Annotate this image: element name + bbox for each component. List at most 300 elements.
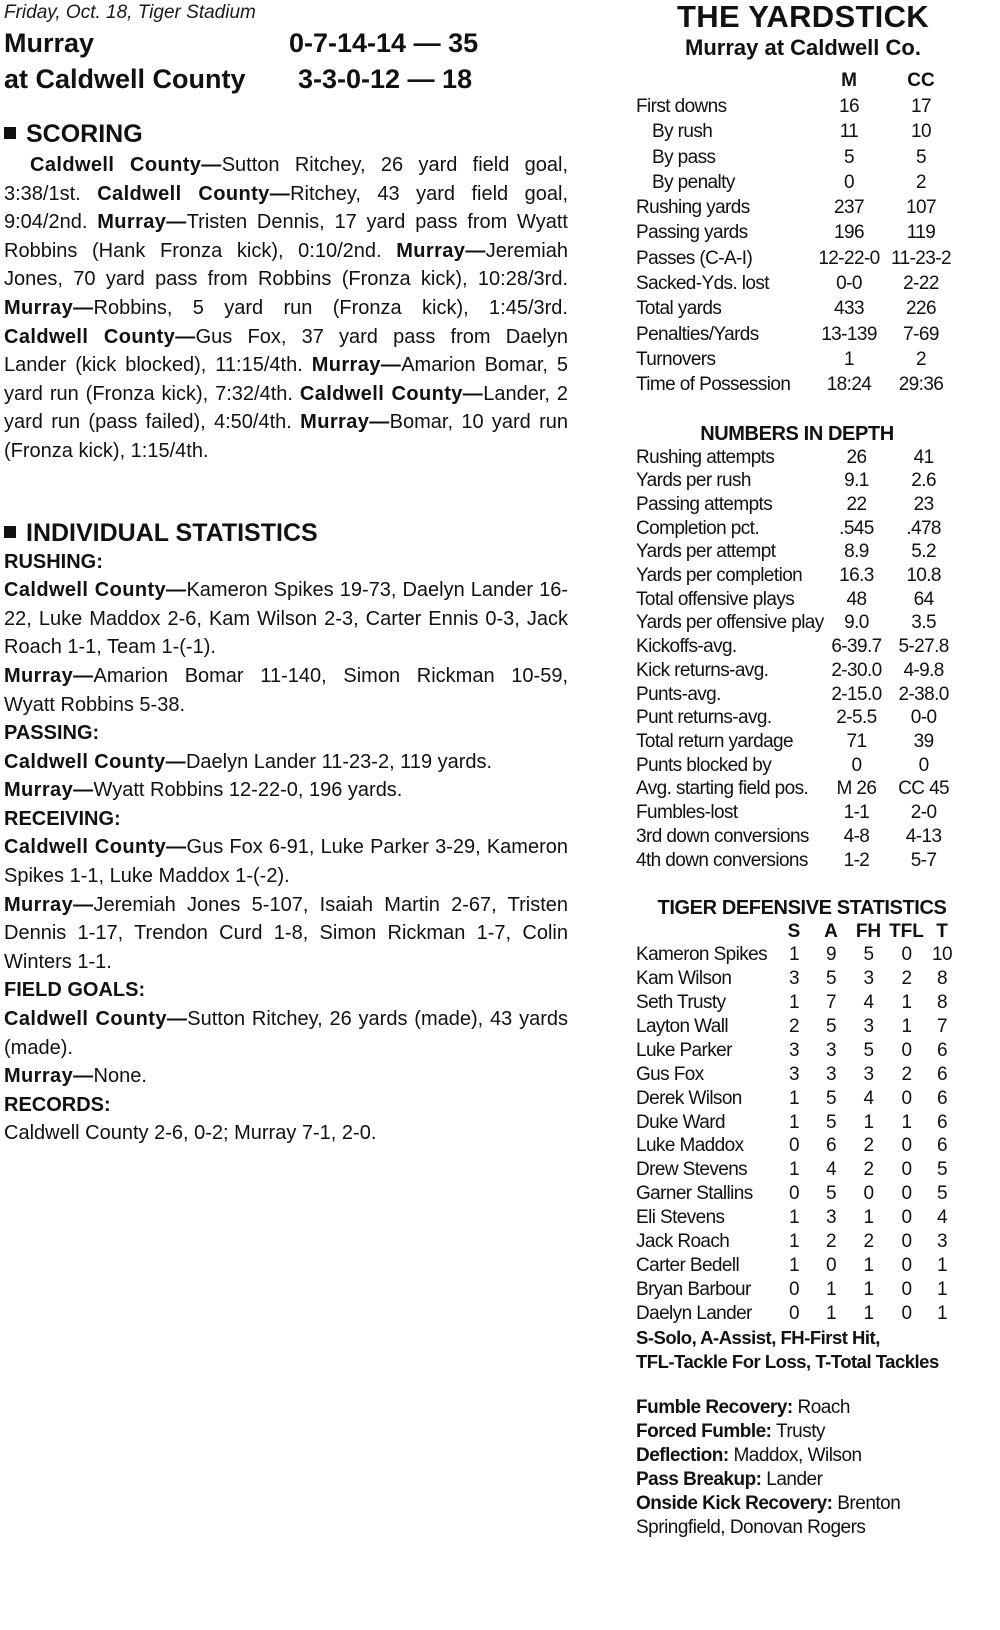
solo-tackles: 1 (789, 1087, 799, 1109)
scoring-play: Sutton Ritchey, 26 yard field goal, 3:38/1st. (4, 154, 569, 205)
scoring-team: Caldwell County— (4, 325, 196, 348)
yardstick-row (636, 94, 958, 119)
assists: 5 (826, 968, 836, 990)
first-hits: 3 (863, 1063, 874, 1085)
murray-value: 22 (846, 493, 867, 515)
note-value: Maddox, Wilson (728, 1444, 862, 1466)
team-label: Caldwell County— (4, 836, 187, 859)
first-hits: 0 (863, 1183, 874, 1205)
yardstick-row (636, 220, 958, 245)
solo-tackles: 3 (789, 1039, 799, 1061)
individual-stats-heading-text: INDIVIDUAL STATISTICS (26, 518, 318, 547)
scoring-play: Gus Fox, 37 yard pass from Daelyn Lander (kick blocked), 11:15/4th. (4, 325, 568, 377)
stat-label: Sacked-Yds. lost (636, 273, 769, 295)
defense-row (636, 943, 958, 967)
depth-row (636, 588, 958, 612)
stat-label: Punts blocked by (636, 754, 772, 776)
tackles-for-loss: 0 (901, 1207, 912, 1229)
depth-row (636, 706, 958, 730)
depth-row (636, 801, 958, 825)
caldwell-value: 41 (913, 446, 934, 468)
note-forced-fumble (636, 1420, 958, 1444)
player-name: Luke Parker (636, 1039, 732, 1061)
stat-label: By penalty (652, 171, 735, 193)
scoring-team: Murray— (4, 296, 94, 319)
tackles-for-loss: 0 (901, 1278, 912, 1300)
player-name: Layton Wall (636, 1015, 728, 1037)
stat-label: 4th down conversions (636, 849, 808, 871)
left-column (4, 0, 568, 1148)
total-tackles: 6 (937, 1063, 947, 1085)
defense-row (636, 1111, 958, 1135)
scoring-team: Murray— (396, 239, 486, 262)
caldwell-value: 2.6 (911, 470, 936, 492)
depth-row (636, 659, 958, 683)
total-tackles: 8 (937, 992, 947, 1014)
yardstick-row (636, 195, 958, 220)
defense-row (636, 1230, 958, 1254)
assists: 2 (826, 1231, 836, 1253)
solo-tackles: 0 (789, 1183, 799, 1205)
first-hits: 2 (863, 1159, 874, 1181)
murray-value: 48 (846, 588, 867, 610)
depth-row (636, 777, 958, 801)
murray-value: 2-30.0 (831, 659, 882, 681)
total-tackles: 6 (937, 1039, 947, 1061)
solo-tackles: 1 (789, 992, 799, 1014)
yardstick-row (636, 296, 958, 321)
defense-legend (636, 1326, 958, 1374)
player-name: Carter Bedell (636, 1255, 740, 1276)
assists: 5 (826, 1111, 836, 1133)
note-value: Brenton Springfield, Donovan Rogers (636, 1492, 901, 1538)
stat-label: Yards per offensive play (636, 612, 824, 634)
stat-label: First downs (636, 96, 727, 117)
team-label: Caldwell County— (4, 1008, 188, 1031)
solo-tackles: 3 (789, 968, 799, 990)
receiving-murray (4, 891, 568, 977)
assists: 7 (826, 992, 836, 1014)
defense-row (636, 1134, 958, 1158)
passing-murray (4, 776, 568, 805)
caldwell-value: 5.2 (911, 541, 936, 563)
defense-row (636, 991, 958, 1015)
total-tackles: 1 (937, 1302, 947, 1324)
tackles-for-loss: 0 (901, 1302, 912, 1324)
player-name: Eli Stevens (636, 1207, 725, 1229)
stat-label: Passing yards (636, 222, 748, 244)
stat-label: 3rd down conversions (636, 825, 809, 847)
rushing-label: RUSHING: (4, 550, 103, 573)
tackles-for-loss: 2 (901, 968, 912, 990)
note-value: Roach (792, 1396, 850, 1418)
assists: 3 (826, 1207, 836, 1229)
note-value: Trusty (771, 1420, 826, 1442)
total-tackles: 10 (932, 944, 952, 966)
murray-value: 11 (839, 121, 859, 143)
solo-tackles: 2 (789, 1015, 799, 1037)
field-goals-murray (4, 1062, 568, 1091)
defense-header-row (636, 920, 958, 943)
stat-label: Rushing attempts (636, 446, 775, 468)
murray-value: 1 (844, 348, 854, 370)
assists: 3 (826, 1063, 836, 1085)
quarter-scores: 0-7-14-14 — 35 (289, 28, 479, 58)
caldwell-value: 5-27.8 (898, 636, 949, 658)
caldwell-value: 2-22 (903, 273, 939, 295)
murray-value: 13-139 (821, 323, 877, 345)
total-tackles: 6 (937, 1087, 947, 1109)
player-name: Luke Maddox (636, 1135, 744, 1157)
rushing-caldwell (4, 576, 568, 662)
tackles-for-loss: 0 (901, 1231, 912, 1253)
total-tackles: 1 (937, 1278, 947, 1300)
solo-tackles: 0 (789, 1135, 799, 1157)
murray-value: 4-8 (843, 825, 870, 847)
tackles-for-loss: 2 (901, 1063, 912, 1085)
defense-row (636, 1278, 958, 1302)
scoring-heading-text: SCORING (26, 120, 143, 148)
defensive-stats-heading: TIGER DEFENSIVE STATISTICS (657, 897, 947, 920)
scoring-team: Murray— (311, 354, 402, 377)
defense-row (636, 1206, 958, 1230)
depth-row (636, 730, 958, 754)
stat-label: Turnovers (636, 348, 716, 370)
assists: 5 (826, 1015, 836, 1037)
player-name: Garner Stallins (636, 1183, 753, 1205)
team-label: Murray— (4, 1065, 94, 1088)
caldwell-value: .478 (906, 517, 941, 539)
blank-header (636, 920, 776, 943)
caldwell-value: 64 (913, 588, 934, 610)
tackles-for-loss: 0 (901, 1183, 912, 1205)
caldwell-value: 0 (918, 754, 929, 776)
caldwell-value: 2-0 (910, 802, 937, 824)
team-label: Murray— (4, 893, 94, 916)
receiving-label: RECEIVING: (4, 807, 121, 830)
caldwell-value: 5-7 (910, 849, 937, 871)
tackles-for-loss: 1 (901, 992, 912, 1014)
total-tackles: 8 (937, 968, 947, 990)
murray-value: 196 (834, 222, 864, 244)
tackles-for-loss: 1 (901, 1111, 912, 1133)
scoring-play: Lander, 2 yard run (pass failed), 4:50/4th. (4, 382, 568, 434)
tackles-for-loss: 0 (901, 1135, 912, 1157)
first-hits: 1 (863, 1255, 874, 1276)
tackles-for-loss: 0 (901, 1255, 912, 1276)
depth-row (636, 540, 958, 564)
caldwell-value: 226 (906, 298, 936, 320)
yardstick-subtitle: Murray at Caldwell Co. (685, 35, 921, 60)
first-hits: 4 (863, 1087, 874, 1109)
legend-line: S-Solo, A-Assist, FH-First Hit, (636, 1326, 880, 1348)
caldwell-value: 23 (913, 493, 934, 515)
player-name: Duke Ward (636, 1111, 725, 1133)
team-label: Murray— (4, 664, 94, 687)
team-label: Murray— (4, 779, 94, 802)
scoring-team: Caldwell County— (299, 382, 484, 405)
defensive-stats-table (636, 920, 958, 1326)
column-header-fh: FH (855, 921, 882, 943)
field-goals-caldwell (4, 1005, 568, 1062)
stat-label: Total yards (636, 298, 722, 320)
player-name: Gus Fox (636, 1063, 704, 1085)
team-name: at Caldwell County (4, 64, 246, 94)
stat-label: Kickoffs-avg. (636, 636, 737, 658)
scoring-summary (4, 151, 568, 466)
stat-label: Punt returns-avg. (636, 707, 772, 729)
assists: 1 (826, 1278, 836, 1300)
caldwell-value: 5 (916, 146, 926, 168)
first-hits: 1 (863, 1302, 874, 1324)
stat-label: Completion pct. (636, 517, 760, 539)
defense-row (636, 1158, 958, 1182)
total-tackles: 5 (937, 1183, 947, 1205)
yardstick-row (636, 145, 958, 170)
caldwell-value: 2 (916, 348, 926, 370)
defense-row (636, 967, 958, 991)
records-label: RECORDS: (4, 1093, 111, 1116)
murray-value: 1-1 (843, 802, 870, 824)
first-hits: 1 (863, 1207, 874, 1229)
player-name: Kam Wilson (636, 968, 732, 990)
note-onside-kick-recovery (636, 1492, 906, 1540)
stat-label: Total return yardage (636, 731, 793, 752)
stat-text: Kameron Spikes 19-73, Daelyn Lander 16-22, Luke Maddox 2-6, Kam Wilson 2-3, Carter Ennis 0-3, Jack Roach 1-1, Team 1-(-1). (4, 579, 568, 659)
player-name: Seth Trusty (636, 992, 726, 1014)
first-hits: 5 (863, 944, 874, 966)
team-label: Caldwell County— (4, 579, 187, 602)
murray-value: 8.9 (844, 541, 869, 563)
total-tackles: 1 (937, 1255, 947, 1276)
stat-label: Yards per rush (636, 470, 751, 492)
passing-label: PASSING: (4, 722, 100, 745)
player-name: Kameron Spikes (636, 944, 768, 966)
murray-value: 9.1 (844, 470, 869, 492)
score-row-murray (4, 25, 568, 61)
yardstick-row (636, 271, 958, 296)
yardstick-row (636, 119, 958, 144)
first-hits: 3 (863, 1015, 874, 1037)
caldwell-value: 4-13 (905, 825, 942, 847)
depth-row (636, 517, 958, 541)
defense-row (636, 1302, 958, 1326)
records-text: Caldwell County 2-6, 0-2; Murray 7-1, 2-0. (4, 1122, 377, 1145)
first-hits: 2 (863, 1231, 874, 1253)
stat-label: Penalties/Yards (636, 323, 759, 345)
murray-value: 1-2 (843, 849, 870, 871)
yardstick-title: THE YARDSTICK (677, 0, 929, 34)
column-header-cc: CC (907, 70, 935, 91)
individual-stats-heading (4, 518, 568, 548)
caldwell-value: 0-0 (910, 707, 937, 729)
legend-line: TFL-Tackle For Loss, T-Total Tackles (636, 1350, 939, 1372)
quarter-scores: 3-3-0-12 — 18 (298, 64, 473, 94)
stat-text: None. (93, 1065, 147, 1088)
scoring-play: Bomar, 10 yard run (Fronza kick), 1:15/4th. (4, 411, 569, 462)
depth-row (636, 469, 958, 493)
assists: 1 (826, 1302, 836, 1324)
tackles-for-loss: 0 (901, 1039, 912, 1061)
note-label: Deflection: (636, 1444, 729, 1466)
scoring-team: Murray— (97, 211, 187, 234)
blank-header (636, 68, 814, 94)
numbers-in-depth-table (636, 446, 958, 873)
note-value: Lander (761, 1468, 823, 1490)
stat-label: By rush (652, 121, 713, 143)
depth-row (636, 754, 958, 778)
player-name: Derek Wilson (636, 1087, 742, 1109)
murray-value: 237 (834, 197, 864, 219)
scoring-team: Caldwell County— (30, 154, 222, 176)
assists: 6 (826, 1135, 836, 1157)
scoring-heading (4, 119, 568, 149)
note-fumble-recovery (636, 1396, 958, 1420)
solo-tackles: 1 (789, 1255, 799, 1276)
depth-row (636, 493, 958, 517)
caldwell-value: 4-9.8 (903, 659, 944, 681)
murray-value: 2-15.0 (831, 683, 882, 705)
team-name: Murray (4, 28, 95, 58)
column-header-s: S (787, 921, 801, 943)
depth-row (636, 446, 958, 470)
first-hits: 2 (863, 1135, 874, 1157)
solo-tackles: 0 (789, 1302, 799, 1324)
murray-value: 16.3 (839, 565, 874, 587)
caldwell-value: 3.5 (911, 612, 936, 634)
stat-label: Punts-avg. (636, 683, 721, 705)
murray-value: 26 (846, 446, 867, 468)
depth-row (636, 825, 958, 849)
total-tackles: 5 (937, 1159, 947, 1181)
defense-row (636, 1254, 958, 1278)
rushing-murray (4, 662, 568, 719)
caldwell-value: 10.8 (906, 565, 941, 587)
defense-row (636, 1087, 958, 1111)
yardstick-row (636, 322, 958, 347)
first-hits: 1 (863, 1111, 874, 1133)
receiving-caldwell (4, 833, 568, 890)
first-hits: 1 (863, 1278, 874, 1300)
murray-value: .545 (839, 517, 874, 539)
scoring-play: Amarion Bomar, 5 yard run (Fronza kick), 7:32/4th. (4, 354, 568, 405)
caldwell-value: 10 (911, 121, 931, 143)
defense-row (636, 1015, 958, 1039)
murray-value: 9.0 (844, 612, 869, 634)
stat-label: Avg. starting field pos. (636, 778, 809, 800)
yardstick-row (636, 246, 958, 271)
numbers-in-depth-heading: NUMBERS IN DEPTH (700, 422, 894, 445)
stat-text: Amarion Bomar 11-140, Simon Rickman 10-59, Wyatt Robbins 5-38. (4, 664, 568, 716)
murray-value: M 26 (836, 778, 877, 800)
assists: 5 (826, 1087, 836, 1109)
assists: 9 (826, 944, 836, 966)
note-deflection (636, 1444, 958, 1468)
total-tackles: 6 (937, 1135, 947, 1157)
note-label: Onside Kick Recovery: (636, 1492, 833, 1514)
total-tackles: 3 (937, 1231, 947, 1253)
assists: 3 (826, 1039, 836, 1061)
solo-tackles: 3 (789, 1063, 799, 1085)
yardstick-row (636, 170, 958, 195)
caldwell-value: 107 (906, 197, 936, 219)
yardstick-header-row (636, 68, 958, 94)
team-label: Caldwell County— (4, 750, 186, 773)
note-label: Forced Fumble: (636, 1420, 772, 1442)
player-name: Jack Roach (636, 1231, 730, 1253)
caldwell-value: 39 (913, 731, 934, 752)
caldwell-value: 2 (916, 171, 926, 193)
caldwell-value: 119 (906, 222, 936, 244)
assists: 5 (826, 1183, 836, 1205)
tackles-for-loss: 1 (901, 1015, 912, 1037)
caldwell-value: 17 (911, 96, 931, 117)
defense-notes (636, 1396, 958, 1540)
scoring-play: Tristen Dennis, 17 yard pass from Wyatt Robbins (Hank Fronza kick), 0:10/2nd. (4, 211, 568, 262)
tackles-for-loss: 0 (901, 944, 912, 966)
yardstick-table (636, 68, 958, 398)
solo-tackles: 1 (789, 1207, 799, 1229)
scoring-team: Murray— (300, 411, 390, 434)
score-row-caldwell (4, 61, 568, 97)
column-header-t: T (936, 921, 948, 943)
stat-label: Yards per attempt (636, 541, 776, 563)
column-header-a: A (824, 921, 838, 943)
depth-row (636, 849, 958, 873)
player-name: Bryan Barbour (636, 1278, 751, 1300)
tackles-for-loss: 0 (901, 1159, 912, 1181)
stat-label: Kick returns-avg. (636, 659, 769, 681)
stat-label: Total offensive plays (636, 588, 795, 610)
first-hits: 4 (863, 992, 874, 1014)
total-tackles: 7 (937, 1015, 947, 1037)
murray-value: 2-5.5 (836, 707, 877, 729)
game-dateline: Friday, Oct. 18, Tiger Stadium (4, 2, 256, 23)
note-pass-breakup (636, 1468, 958, 1492)
murray-value: 16 (839, 96, 859, 117)
murray-value: 0 (844, 171, 854, 193)
square-bullet-icon (4, 526, 16, 538)
defense-row (636, 1063, 958, 1087)
scoring-play: Ritchey, 43 yard field goal, 9:04/2nd. (4, 182, 569, 234)
caldwell-value: 29:36 (898, 374, 944, 396)
stat-label: Passing attempts (636, 493, 773, 515)
tackles-for-loss: 0 (901, 1087, 912, 1109)
column-header-m: M (841, 70, 857, 91)
assists: 4 (826, 1159, 836, 1181)
stat-label: Passes (C-A-I) (636, 247, 753, 269)
total-tackles: 4 (937, 1207, 947, 1229)
scoring-play: Jeremiah Jones, 70 yard pass from Robbins (Fronza kick), 10:28/3rd. (4, 239, 568, 291)
caldwell-value: CC 45 (898, 778, 950, 800)
column-header-tfl: TFL (889, 921, 924, 943)
stat-label: Time of Possession (636, 374, 791, 396)
right-column (636, 0, 958, 1540)
solo-tackles: 1 (789, 1231, 799, 1253)
square-bullet-icon (4, 127, 16, 139)
scoring-team: Caldwell County— (97, 182, 291, 205)
murray-value: 0-0 (836, 273, 862, 295)
murray-value: 6-39.7 (831, 636, 882, 658)
depth-row (636, 683, 958, 707)
caldwell-value: 11-23-2 (891, 247, 951, 269)
yardstick-row (636, 347, 958, 372)
stat-label: Fumbles-lost (636, 802, 738, 824)
depth-row (636, 611, 958, 635)
stat-text: Daelyn Lander 11-23-2, 119 yards. (185, 750, 493, 773)
passing-caldwell (4, 748, 568, 777)
murray-value: 12-22-0 (818, 247, 880, 269)
